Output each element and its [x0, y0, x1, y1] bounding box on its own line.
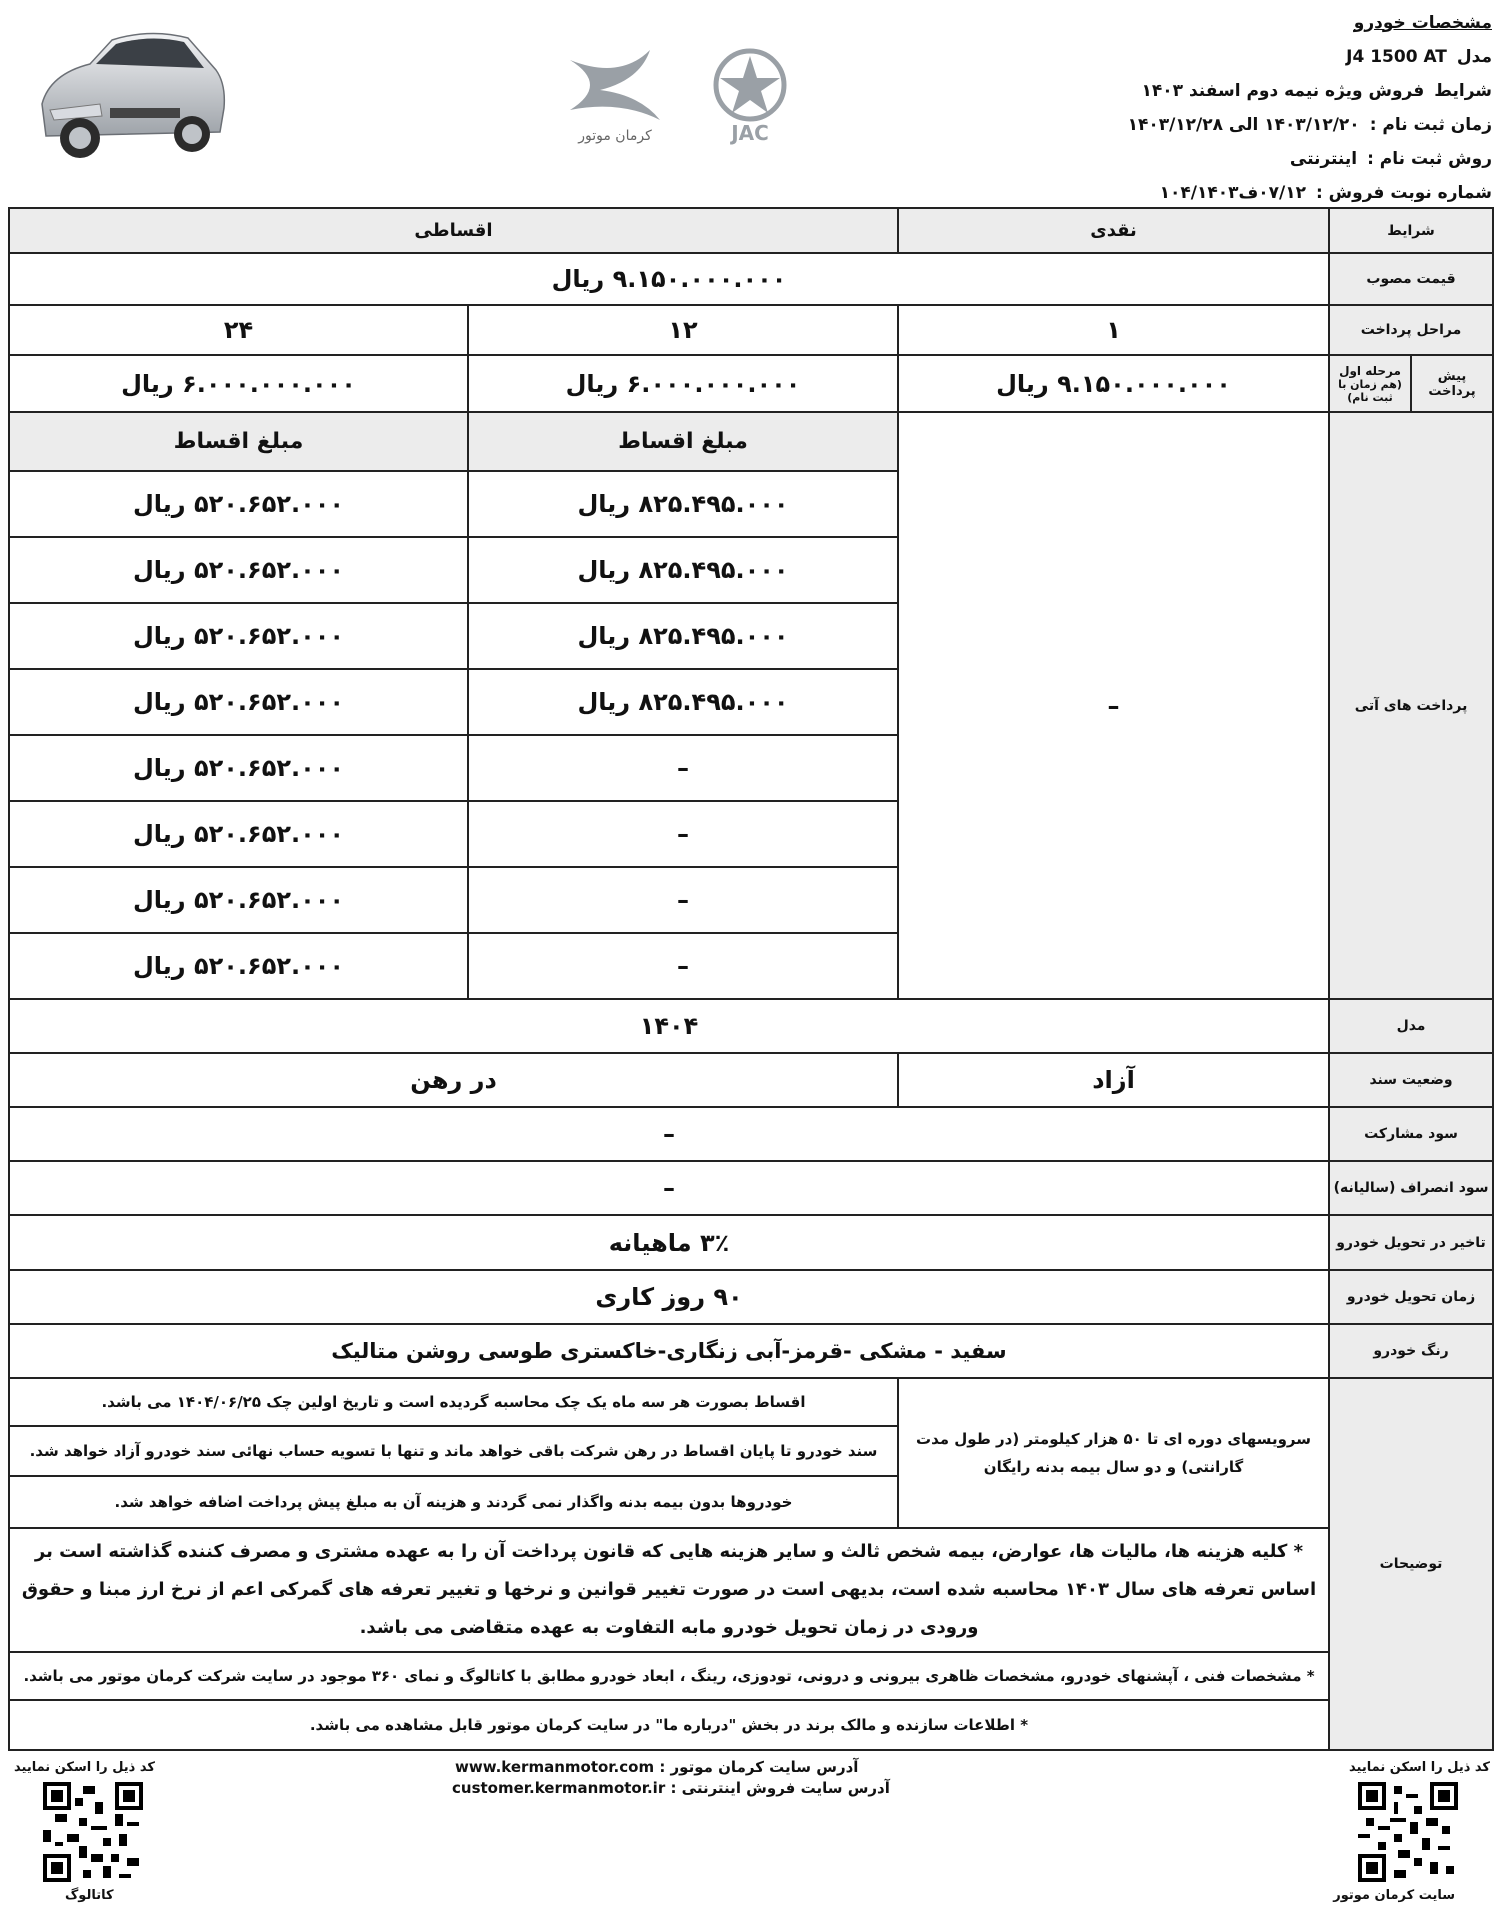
installment-amount-header-12: مبلغ اقساط — [468, 412, 898, 471]
first-payment-24: ۶.۰۰۰.۰۰۰.۰۰۰ ریال — [9, 355, 468, 412]
note-manufacturer: * اطلاعات سازنده و مالک برند در بخش "درباره ما" در سایت کرمان موتور قابل مشاهده می باشد. — [9, 1700, 1329, 1750]
service-note: سرویسهای دوره ای تا ۵۰ هزار کیلومتر (در طول مدت گارانتی) و دو سال بیمه بدنه رایگان — [898, 1378, 1329, 1528]
qr-site-caption: سایت کرمان موتور — [1333, 1888, 1455, 1903]
note-costs: * کلیه هزینه ها، مالیات ها، عوارض، بیمه شخص ثالث و سایر هزینه هایی که قانون پرداخت آن را به عهده مشتری و مصرف کننده گذاشته است بر اساس تعرفه های سال ۱۴۰۳ محاسبه شده است، بدیهی است در صورت تغییر قوانین و نرخها و تغییر تعرفه های گمرکی اعم از نرخ ارز مبنا و حقوق ورودی در زمان تحویل خودرو مابه التفاوت به عهده متقاضی می باشد. — [9, 1528, 1329, 1652]
conditions-value: فروش ویژه نیمه دوم اسفند ۱۴۰۳ — [1141, 80, 1425, 101]
site-label: آدرس سایت کرمان موتور : — [659, 1758, 859, 1776]
payment-stages-label: مراحل پرداخت — [1329, 305, 1493, 355]
qr-code-catalog-icon[interactable] — [43, 1782, 143, 1882]
scan-hint-left: کد ذیل را اسکن نمایید — [14, 1760, 155, 1775]
approved-price-label: قیمت مصوب — [1329, 253, 1493, 305]
kerman-logo-icon — [570, 50, 660, 120]
sale-number-value: ۰۷/۱۲ف۱۰۴/۱۴۰۳ — [1159, 182, 1306, 203]
model-year-label: مدل — [1329, 999, 1493, 1053]
note-document-mortgage: سند خودرو تا پایان اقساط در رهن شرکت باقی خواهد ماند و تنها با تسویه حساب نهائی سند خودرو آزاد خواهد شد. — [9, 1426, 898, 1476]
note-specs: * مشخصات فنی ، آپشنهای خودرو، مشخصات ظاهری بیرونی و درونی، تودوزی، رینگ ، ابعاد خودرو مطابق با کاتالوگ و نمای ۳۶۰ موجود در سایت شرکت کرمان موتور می باشد. — [9, 1652, 1329, 1700]
delivery-delay: ۳٪ ماهیانه — [9, 1215, 1329, 1270]
delivery-time-label: زمان تحویل خودرو — [1329, 1270, 1493, 1324]
note-body-insurance: خودروها بدون بیمه بدنه واگذار نمی گردند و هزینه آن به مبلغ پیش پرداخت اضافه خواهد شد. — [9, 1476, 898, 1528]
document-status-label: وضعیت سند — [1329, 1053, 1493, 1107]
first-stage-sub: (هم زمان با ثبت نام) — [1338, 377, 1402, 404]
document-status-cash: آزاد — [898, 1053, 1329, 1107]
participation-profit-label: سود مشارکت — [1329, 1107, 1493, 1161]
installment-24: ۵۲۰.۶۵۲.۰۰۰ ریال — [9, 933, 468, 999]
conditions-label: شرایط — [1434, 80, 1492, 101]
first-stage-title: مرحله اول — [1339, 363, 1401, 378]
installment-12: – — [468, 867, 898, 933]
installment-amount-header-24: مبلغ اقساط — [9, 412, 468, 471]
color-label: رنگ خودرو — [1329, 1324, 1493, 1378]
document-status-installment: در رهن — [9, 1053, 898, 1107]
installment-12: – — [468, 933, 898, 999]
qr-code-site-icon[interactable] — [1358, 1782, 1458, 1882]
installment-24: ۵۲۰.۶۵۲.۰۰۰ ریال — [9, 867, 468, 933]
cancellation-profit: – — [9, 1161, 1329, 1215]
registration-method-label: روش ثبت نام : — [1367, 148, 1492, 169]
stage-cash: ۱ — [898, 305, 1329, 355]
model-label: مدل — [1456, 46, 1492, 67]
installment-12: – — [468, 735, 898, 801]
sale-site-url[interactable]: customer.kermanmotor.ir — [452, 1779, 666, 1797]
installment-24: ۵۲۰.۶۵۲.۰۰۰ ریال — [9, 537, 468, 603]
participation-profit: – — [9, 1107, 1329, 1161]
cancellation-profit-label: سود انصراف (سالیانه) — [1329, 1161, 1493, 1215]
notes-label: توضیحات — [1329, 1378, 1493, 1750]
registration-time-value: ۱۴۰۳/۱۲/۲۰ الی ۱۴۰۳/۱۲/۲۸ — [1127, 114, 1360, 135]
cash-header: نقدی — [898, 208, 1329, 253]
qr-catalog-caption: کاتالوگ — [65, 1888, 114, 1903]
installment-24: ۵۲۰.۶۵۲.۰۰۰ ریال — [9, 801, 468, 867]
approved-price: ۹.۱۵۰.۰۰۰.۰۰۰ ریال — [9, 253, 1329, 305]
installment-12: ۸۲۵.۴۹۵.۰۰۰ ریال — [468, 603, 898, 669]
installment-24: ۵۲۰.۶۵۲.۰۰۰ ریال — [9, 603, 468, 669]
installment-12: ۸۲۵.۴۹۵.۰۰۰ ریال — [468, 537, 898, 603]
header-info — [1127, 6, 1492, 210]
first-payment-12: ۶.۰۰۰.۰۰۰.۰۰۰ ریال — [468, 355, 898, 412]
cash-future-payments: – — [898, 412, 1329, 999]
installment-24: ۵۲۰.۶۵۲.۰۰۰ ریال — [9, 735, 468, 801]
delivery-delay-label: تاخیر در تحویل خودرو — [1329, 1215, 1493, 1270]
car-image — [30, 12, 230, 182]
kerman-logo-text: کرمان موتور — [578, 128, 652, 144]
model-value: J4 1500 AT — [1346, 46, 1447, 67]
installment-12: ۸۲۵.۴۹۵.۰۰۰ ریال — [468, 669, 898, 735]
scan-hint-right: کد ذیل را اسکن نمایید — [1349, 1760, 1490, 1775]
site-url[interactable]: www.kermanmotor.com — [455, 1758, 655, 1776]
conditions-label: شرایط — [1329, 208, 1493, 253]
installment-12: ۸۲۵.۴۹۵.۰۰۰ ریال — [468, 471, 898, 537]
car-colors: سفید - مشکی -قرمز-آبی زنگاری-خاکستری طوسی روشن متالیک — [9, 1324, 1329, 1378]
installment-24: ۵۲۰.۶۵۲.۰۰۰ ریال — [9, 471, 468, 537]
registration-time-label: زمان ثبت نام : — [1369, 114, 1492, 135]
installment-24: ۵۲۰.۶۵۲.۰۰۰ ریال — [9, 669, 468, 735]
prepayment-label: پیش پرداخت — [1411, 355, 1493, 412]
future-payments-label: پرداخت های آتی — [1329, 412, 1493, 999]
header-title: مشخصات خودرو — [1353, 12, 1492, 33]
stage-12: ۱۲ — [468, 305, 898, 355]
first-stage-label — [1329, 355, 1411, 412]
sales-conditions-table — [8, 207, 1494, 1751]
jac-logo-text: JAC — [731, 121, 769, 145]
sale-site-label: آدرس سایت فروش اینترنتی : — [670, 1779, 890, 1797]
installment-12: – — [468, 801, 898, 867]
stage-24: ۲۴ — [9, 305, 468, 355]
first-payment-cash: ۹.۱۵۰.۰۰۰.۰۰۰ ریال — [898, 355, 1329, 412]
brand-logos — [560, 40, 820, 150]
note-first-check: اقساط بصورت هر سه ماه یک چک محاسبه گردیده است و تاریخ اولین چک ۱۴۰۴/۰۶/۲۵ می باشد. — [9, 1378, 898, 1426]
registration-method-value: اینترنتی — [1289, 148, 1358, 169]
delivery-time: ۹۰ روز کاری — [9, 1270, 1329, 1324]
model-year: ۱۴۰۴ — [9, 999, 1329, 1053]
installment-header: اقساطی — [9, 208, 898, 253]
sale-number-label: شماره نوبت فروش : — [1315, 182, 1492, 203]
